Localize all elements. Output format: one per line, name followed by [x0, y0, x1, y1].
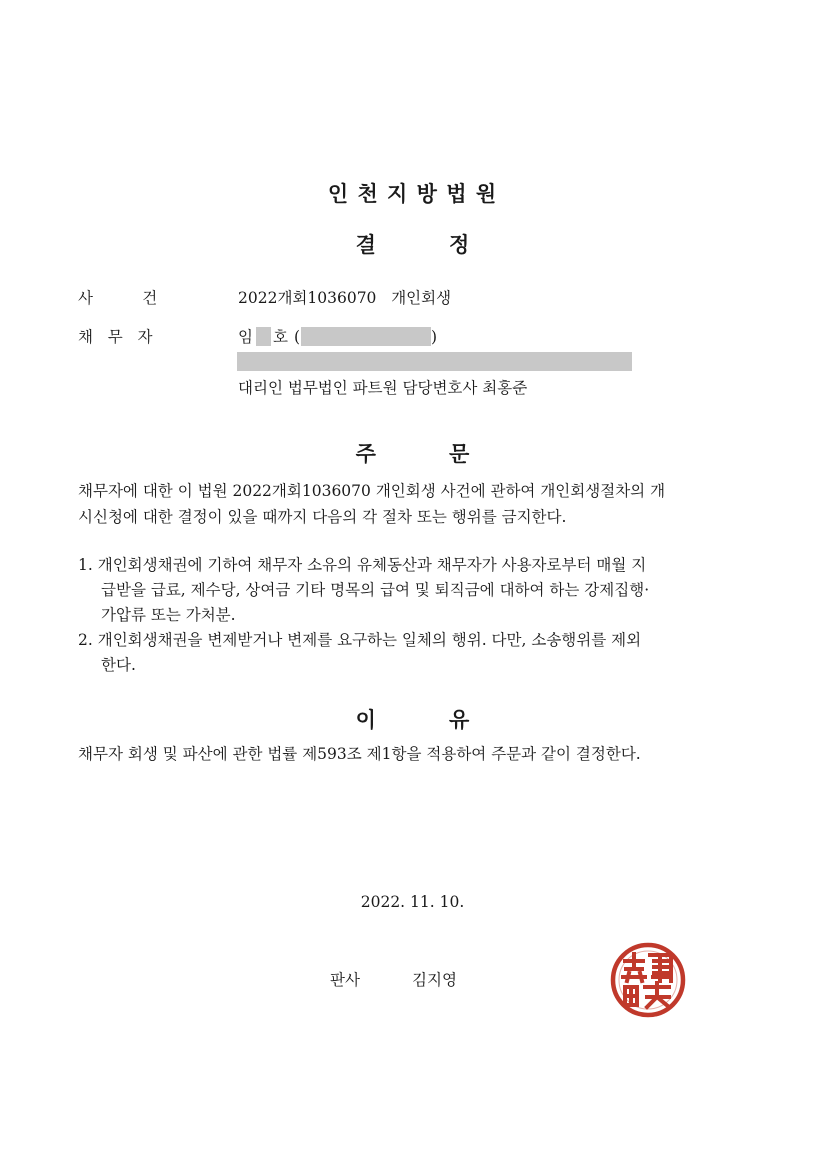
debtor-paren-close: ): [431, 328, 438, 346]
redaction-block: [237, 352, 632, 371]
debtor-representative: 대리인 법무법인 파트원 담당변호사 최홍준: [238, 379, 528, 397]
seal-icon: [609, 941, 687, 1019]
reason-heading: 이 유: [355, 708, 470, 732]
order-intro-line2: 시신청에 대한 결정이 있을 때까지 다음의 각 절차 또는 행위를 금지한다.: [78, 508, 567, 526]
order-item1-line1: 1. 개인회생채권에 기하여 채무자 소유의 유체동산과 채무자가 사용자로부터 매월 지: [78, 556, 647, 574]
order-item1-line2: 급받을 급료, 제수당, 상여금 기타 명목의 급여 및 퇴직금에 대하여 하는 강제집행·: [101, 581, 650, 599]
court-title: 인 천 지 방 법 원: [327, 182, 498, 206]
case-label: 사 건: [78, 289, 158, 307]
redaction-block: [256, 327, 271, 346]
order-heading: 주 문: [355, 442, 470, 466]
reason-text: 채무자 회생 및 파산에 관한 법률 제593조 제1항을 적용하여 주문과 같이 결정한다.: [78, 745, 641, 763]
judge-title: 판사: [330, 971, 360, 989]
decision-date: 2022. 11. 10.: [360, 893, 465, 911]
debtor-label: 채 무 자: [78, 328, 153, 346]
order-item1-line3: 가압류 또는 가처분.: [101, 606, 236, 624]
case-value: 2022개회1036070 개인회생: [238, 289, 452, 307]
order-intro-line1: 채무자에 대한 이 법원 2022개회1036070 개인회생 사건에 관하여 개인회생절차의 개: [78, 482, 666, 500]
order-item2-line2: 한다.: [101, 656, 136, 674]
order-item2-line1: 2. 개인회생채권을 변제받거나 변제를 요구하는 일체의 행위. 다만, 소송행위를 제외: [78, 631, 642, 649]
judge-name: 김지영: [412, 971, 457, 989]
document-title: 결 정: [355, 233, 470, 257]
debtor-name-last: 호: [273, 328, 288, 346]
debtor-paren-open: (: [294, 328, 301, 346]
debtor-name-first: 임: [238, 328, 253, 346]
redaction-block: [301, 327, 431, 346]
